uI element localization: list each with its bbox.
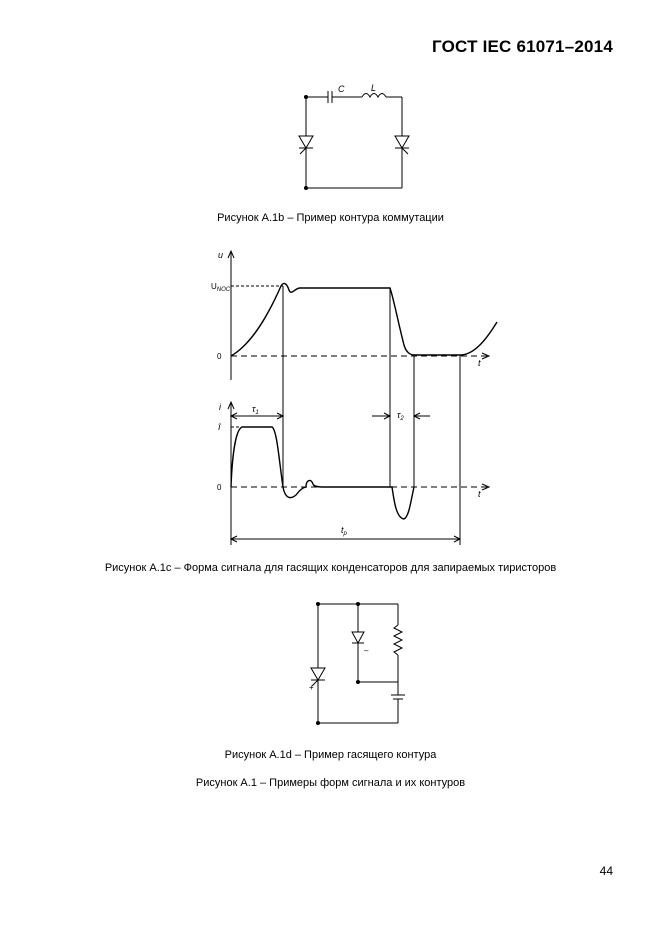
i-axis-label: i bbox=[219, 402, 221, 412]
u-axis-label: u bbox=[218, 250, 224, 260]
i-peak-label: î bbox=[218, 422, 221, 432]
caption-fig-a1: Рисунок А.1 – Примеры форм сигнала и их контуров bbox=[195, 777, 466, 789]
diode-minus-sign: – bbox=[364, 646, 369, 655]
u-zero-label: 0 bbox=[217, 352, 222, 361]
capacitor-label: C bbox=[338, 84, 345, 94]
tau1-label: $\tau_1$ bbox=[252, 404, 259, 416]
document-header: ГОСТ IEC 61071–2014 bbox=[431, 37, 613, 56]
i-time-label: t bbox=[478, 489, 481, 499]
caption-fig-a1c: Рисунок А.1c – Форма сигнала для гасящих конденсаторов для запираемых тиристоров bbox=[104, 562, 557, 574]
caption-fig-a1b: Рисунок А.1b – Пример контура коммутации bbox=[217, 212, 444, 224]
inductor-label: L bbox=[371, 83, 377, 93]
page-number: 44 bbox=[599, 864, 613, 878]
u-time-label: t bbox=[478, 358, 481, 368]
tau2-label: $\tau_2$ bbox=[397, 410, 404, 422]
caption-fig-a1d: Рисунок А.1d – Пример гасящего контура bbox=[224, 749, 437, 761]
u-noc-label: $U_{NOC}$ bbox=[211, 282, 231, 293]
thyristor-plus-sign: + bbox=[309, 683, 314, 692]
i-zero-label: 0 bbox=[217, 483, 222, 492]
tp-label: $t_p$ bbox=[341, 525, 347, 537]
